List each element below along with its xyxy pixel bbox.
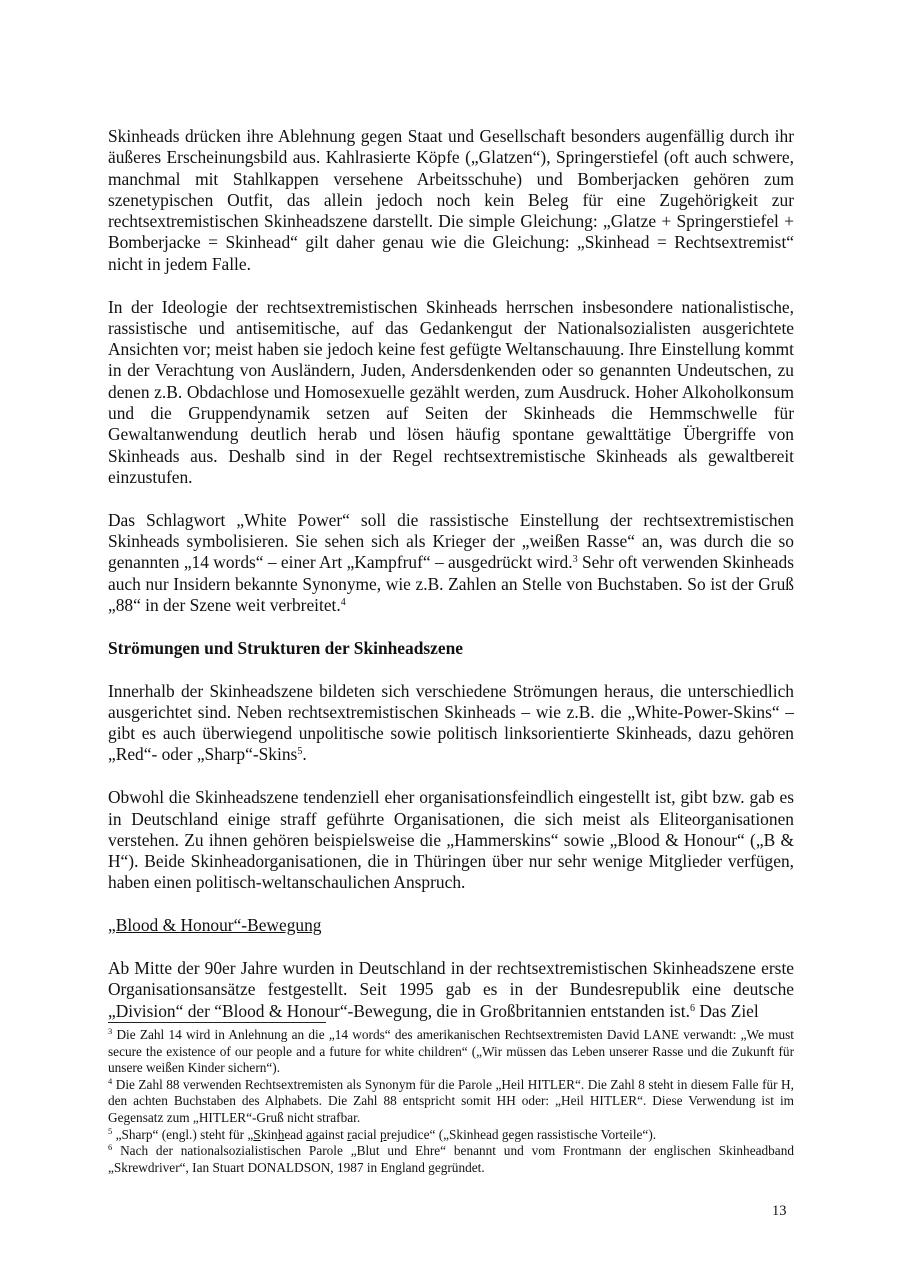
footnote-6 [108,1143,794,1176]
footnote-number: 5 [108,1125,113,1136]
footnote-3 [108,1027,794,1077]
paragraph-text: . [302,744,307,765]
footnote-number: 3 [108,1026,113,1036]
paragraph-currents [108,681,794,766]
footnote-text: rejudice [386,1126,430,1142]
footnote-ref-3[interactable]: 3 [572,554,578,566]
footnote-text: Die Zahl 88 verwenden Rechtsextremisten als Synonym für die Parole „Heil HITLER“. Die Zahl 8 steht in diesem Falle für H, den achten Buchstaben des Alphabets. Die Zahl 88 entspricht somit HH oder: „Heil HITLER“. Diese Verwendung ist im Gegensatz zum „HITLER“-Gruß nicht strafbar. [108,1076,794,1125]
acronym-letter: a [306,1126,313,1142]
paragraph-text: Das Ziel [694,1000,759,1021]
footnote-text: acial [351,1126,380,1142]
footnote-4 [108,1077,794,1127]
paragraph-text: Innerhalb der Skinheadszene bildeten sich verschiedene Strömungen heraus, die unterschiedlich ausgerichtet sind. Neben rechtsextremistischen Skinheads – wie z.B. die „White-Power-Skins“ – gibt es auch überwiegend unpolitische sowie politisch linksorientierte Skinheads, dazu gehören „Red“- oder „Sharp“-Skins [108,680,794,765]
paragraph-organisations: Obwohl die Skinheadszene tendenziell eher organisationsfeindlich eingestellt ist, gibt bzw. gab es in Deutschland einige straff geführte Organisationen, die sich meist als Eliteorganisationen verstehen. Zu ihnen gehören beispielsweise die „Hammerskins“ sowie „Blood & Honour“ („B & H“). Beide Skinheadorganisationen, die in Thüringen über nur sehr wenige Mitglieder verfügen, haben einen politisch-weltanschaulichen Anspruch. [108,787,794,893]
paragraph-text: Das Schlagwort „White Power“ soll die rassistische Einstellung der rechtsextremistischen Skinheads symbolisieren. Sie sehen sich als Krieger der „weißen Rasse“ an, was durch die so genannten „14 words“ – einer Art „Kampfruf“ – ausgedrückt wird. [108,509,794,573]
footnote-text: Nach der nationalsozialistischen Parole „Blut und Ehre“ benannt und vom Frontmann der englischen Skinheadband „Skrewdriver“, Ian Stuart DONALDSON, 1987 in England gegründet. [108,1143,794,1175]
page-number: 13 [772,1203,787,1219]
footnote-ref-4[interactable]: 4 [340,596,346,608]
paragraph-text: Sehr oft verwenden Skinheads auch nur Insidern bekannte Synonyme, wie z.B. Zahlen an Stelle von Buchstaben. So ist der Gruß „88“ in der Szene weit verbreitet. [108,552,794,615]
section-heading: Strömungen und Strukturen der Skinheadszene [108,637,463,658]
paragraph-white-power [108,510,794,616]
footnote-ref-6[interactable]: 6 [689,1002,695,1014]
main-text [108,126,794,1043]
footnote-text: “ („Skinhead gegen rassistische Vorteile“). [429,1126,657,1142]
acronym-letter: r [347,1126,352,1142]
paragraph-blood-honour [108,958,794,1022]
subsection-heading: „Blood & Honour“-Bewegung [108,915,322,936]
acronym-letter: h [277,1126,285,1142]
paragraph-appearance: Skinheads drücken ihre Ablehnung gegen Staat und Gesellschaft besonders augenfällig durch ihr äußeres Erscheinungsbild aus. Kahlrasierte Köpfe („Glatzen“), Springerstiefel (oft auch schwere, manchmal mit Stahlkappen versehene Arbeitsschuhe) und Bomberjacken gehören zum szenetypischen Outfit, das allein jedoch noch kein Beleg für eine Zugehörigkeit zur rechtsextremistischen Skinheadszene darstellt. Die simple Gleichung: „Glatze + Springerstiefel + Bomberjacke = Skinhead“ gilt daher genau wie die Gleichung: „Skinhead = Rechtsextremist“ nicht in jedem Falle. [108,126,794,274]
footnote-text: ead [284,1126,307,1142]
footnote-ref-5[interactable]: 5 [297,746,303,758]
footnote-5 [108,1127,794,1144]
footnote-number: 4 [108,1075,113,1086]
footnote-text: kin [260,1126,278,1142]
paragraph-ideology: In der Ideologie der rechtsextremistischen Skinheads herrschen insbesondere nationalistische, rassistische und antisemitische, auf das Gedankengut der Nationalsozialisten ausgerichtete Ansichten vor; meist haben sie jedoch keine fest gefügte Weltanschauung. Ihre Einstellung kommt in der Verachtung von Ausländern, Juden, Andersdenkenden oder so genannten Undeutschen, zu denen z.B. Obdachlose und Homosexuelle gezählt werden, zum Ausdruck. Hoher Alkoholkonsum und die Gruppendynamik setzen auf Seiten der Skinheads die Hemmschwelle für Gewaltanwendung deutlich herab und lösen häufig spontane gewalttätige Übergriffe von Skinheads aus. Deshalb sind in der Regel rechtsextremistische Skinheads als gewaltbereit einzustufen. [108,296,794,487]
footnote-text: Die Zahl 14 wird in Anlehnung an die „14 words“ des amerikanischen Rechtsextremisten David LANE verwandt: „We must secure the existence of our people and a future for white children“ („Wir müssen das Leben unserer Rasse und die Zukunft für unsere weißen Kinder sichern“). [108,1027,794,1076]
footnote-number: 6 [108,1142,113,1153]
acronym-letter: S [253,1126,261,1142]
footnotes [108,1027,794,1176]
footnote-text: gainst [312,1126,348,1142]
footnote-divider [108,1022,326,1023]
footnote-text: „Sharp“ (engl.) steht für „ [112,1126,254,1142]
acronym-letter: p [380,1126,387,1142]
paragraph-text: Ab Mitte der 90er Jahre wurden in Deutschland in der rechtsextremistischen Skinheadszene erste Organisationsansätze festgestellt. Seit 1995 gab es in der Bundesrepublik eine deutsche „Division“ der “Blood & Honour“-Bewegung, die in Großbritannien entstanden ist. [108,958,794,1021]
